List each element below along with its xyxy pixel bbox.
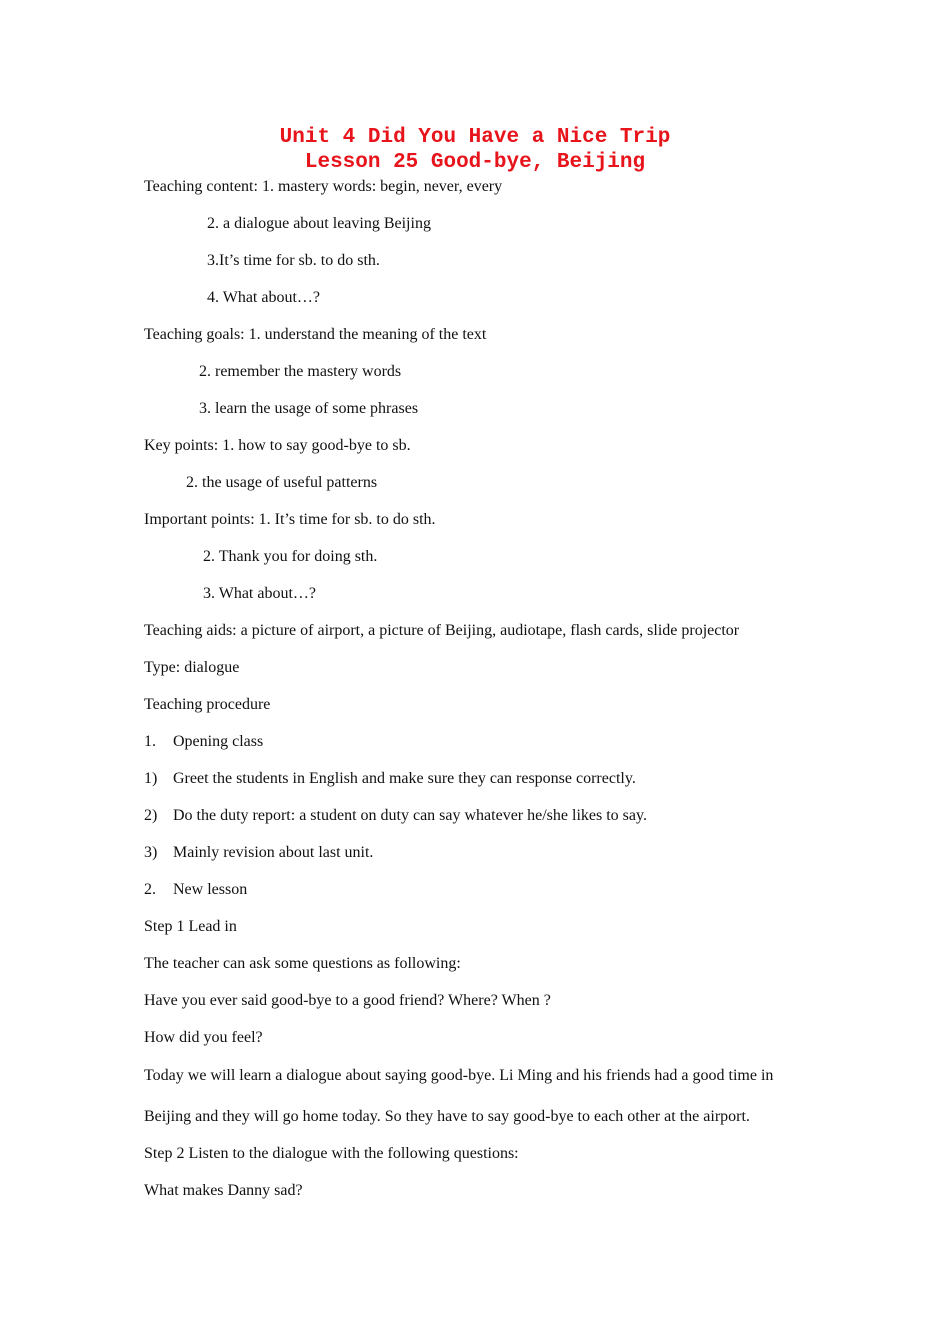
- teaching-procedure-heading: Teaching procedure: [144, 696, 271, 713]
- list-number: 1.: [144, 733, 156, 750]
- teaching-content-item: 4. What about…?: [207, 289, 321, 306]
- unit-title: Unit 4 Did You Have a Nice Trip: [279, 126, 671, 149]
- key-points-line: Key points: 1. how to say good-bye to sb.: [144, 437, 411, 454]
- important-points-item: 2. Thank you for doing sth.: [203, 548, 378, 565]
- list-number: 2): [144, 807, 158, 824]
- list-text: Mainly revision about last unit.: [173, 844, 374, 861]
- teaching-goals-item: 2. remember the mastery words: [199, 363, 402, 380]
- step2-heading: Step 2 Listen to the dialogue with the following questions:: [144, 1145, 519, 1162]
- list-text: New lesson: [173, 881, 248, 898]
- teaching-content-line: Teaching content: 1. mastery words: begin, never, every: [144, 178, 503, 195]
- list-text: Do the duty report: a student on duty can say whatever he/she likes to say.: [173, 807, 647, 824]
- question-line: What makes Danny sad?: [144, 1182, 303, 1199]
- teaching-content-item: 2. a dialogue about leaving Beijing: [207, 215, 431, 232]
- list-number: 1): [144, 770, 158, 787]
- list-item: [144, 769, 636, 789]
- type-line: Type: dialogue: [144, 659, 240, 676]
- important-points-line: Important points: 1. It’s time for sb. to do sth.: [144, 511, 436, 528]
- list-text: Greet the students in English and make sure they can response correctly.: [173, 770, 636, 787]
- question-line: Have you ever said good-bye to a good friend? Where? When ?: [144, 992, 551, 1009]
- list-item: [144, 843, 373, 863]
- step1-heading: Step 1 Lead in: [144, 918, 237, 935]
- teaching-goals-item: 3. learn the usage of some phrases: [199, 400, 419, 417]
- list-item: [144, 806, 647, 826]
- opening-class-heading: [144, 732, 263, 752]
- question-line: How did you feel?: [144, 1029, 263, 1046]
- new-lesson-heading: [144, 880, 247, 900]
- paragraph-line: Today we will learn a dialogue about saying good-bye. Li Ming and his friends had a good time in: [144, 1067, 774, 1084]
- important-points-item: 3. What about…?: [203, 585, 317, 602]
- teaching-content-item: 3.It’s time for sb. to do sth.: [207, 252, 380, 269]
- key-points-item: 2. the usage of useful patterns: [186, 474, 378, 491]
- step1-intro: The teacher can ask some questions as following:: [144, 955, 461, 972]
- list-number: 3): [144, 844, 158, 861]
- teaching-goals-line: Teaching goals: 1. understand the meaning of the text: [144, 326, 487, 343]
- teaching-aids-line: Teaching aids: a picture of airport, a picture of Beijing, audiotape, flash cards, slide projector: [144, 622, 740, 639]
- list-number: 2.: [144, 881, 156, 898]
- paragraph-line: Beijing and they will go home today. So they have to say good-bye to each other at the airport.: [144, 1108, 750, 1125]
- lesson-title: Lesson 25 Good-bye, Beijing: [304, 151, 646, 174]
- list-text: Opening class: [173, 733, 264, 750]
